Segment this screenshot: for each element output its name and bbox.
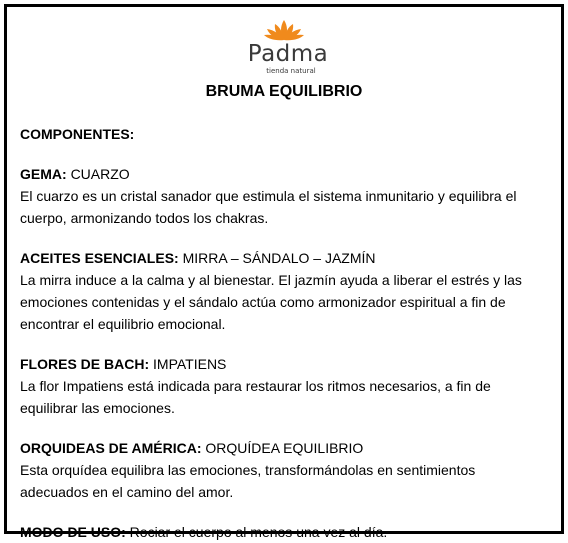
section-value: IMPATIENS — [153, 356, 227, 372]
section-heading — [20, 437, 550, 459]
section-text-line: La mirra induce a la calma y al bienestar. El jazmín ayuda a liberar el estrés y las — [20, 272, 522, 288]
section-text-line: adecuados en el camino del amor. — [20, 484, 234, 500]
section-label: GEMA: — [20, 166, 67, 182]
lotus-icon — [264, 19, 304, 41]
usage-label: MODO DE USO: — [20, 524, 126, 540]
section-text-line: Esta orquídea equilibra las emociones, transformándolas en sentimientos — [20, 462, 476, 478]
usage-value: Rociar el cuerpo al menos una vez al día. — [129, 524, 388, 540]
section-value: MIRRA – SÁNDALO – JAZMÍN — [182, 250, 376, 266]
section-flores — [20, 353, 550, 419]
section-gema — [20, 163, 550, 229]
brand-name: Padma — [247, 41, 329, 67]
section-text-line: El cuarzo es un cristal sanador que estimula el sistema inmunitario y equilibra el — [20, 188, 517, 204]
section-text-line: La flor Impatiens está indicada para restaurar los ritmos necesarios, a fin de — [20, 378, 491, 394]
section-heading — [20, 163, 550, 185]
section-label: ORQUIDEAS DE AMÉRICA: — [20, 440, 202, 456]
section-label: ACEITES ESENCIALES: — [20, 250, 179, 266]
section-orquideas — [20, 437, 550, 503]
section-value: ORQUÍDEA EQUILIBRIO — [205, 440, 364, 456]
usage-line — [20, 521, 550, 543]
product-description — [20, 123, 550, 543]
product-card — [4, 4, 564, 540]
section-text-line: encontrar el equilibrio emocional. — [20, 316, 226, 332]
section-heading — [20, 247, 550, 269]
section-aceites — [20, 247, 550, 335]
section-value: CUARZO — [70, 166, 130, 182]
brand-tagline: tienda natural — [266, 67, 316, 75]
components-heading: COMPONENTES: — [20, 126, 135, 142]
brand-logo — [7, 19, 561, 87]
product-title: BRUMA EQUILIBRIO — [205, 83, 363, 100]
section-text-line: cuerpo, armonizando todos los chakras. — [20, 210, 269, 226]
section-text-line: equilibrar las emociones. — [20, 400, 175, 416]
section-heading — [20, 353, 550, 375]
section-text-line: emociones contenidas y el sándalo actúa como armonizador espiritual a fin de — [20, 294, 506, 310]
section-label: FLORES DE BACH: — [20, 356, 150, 372]
